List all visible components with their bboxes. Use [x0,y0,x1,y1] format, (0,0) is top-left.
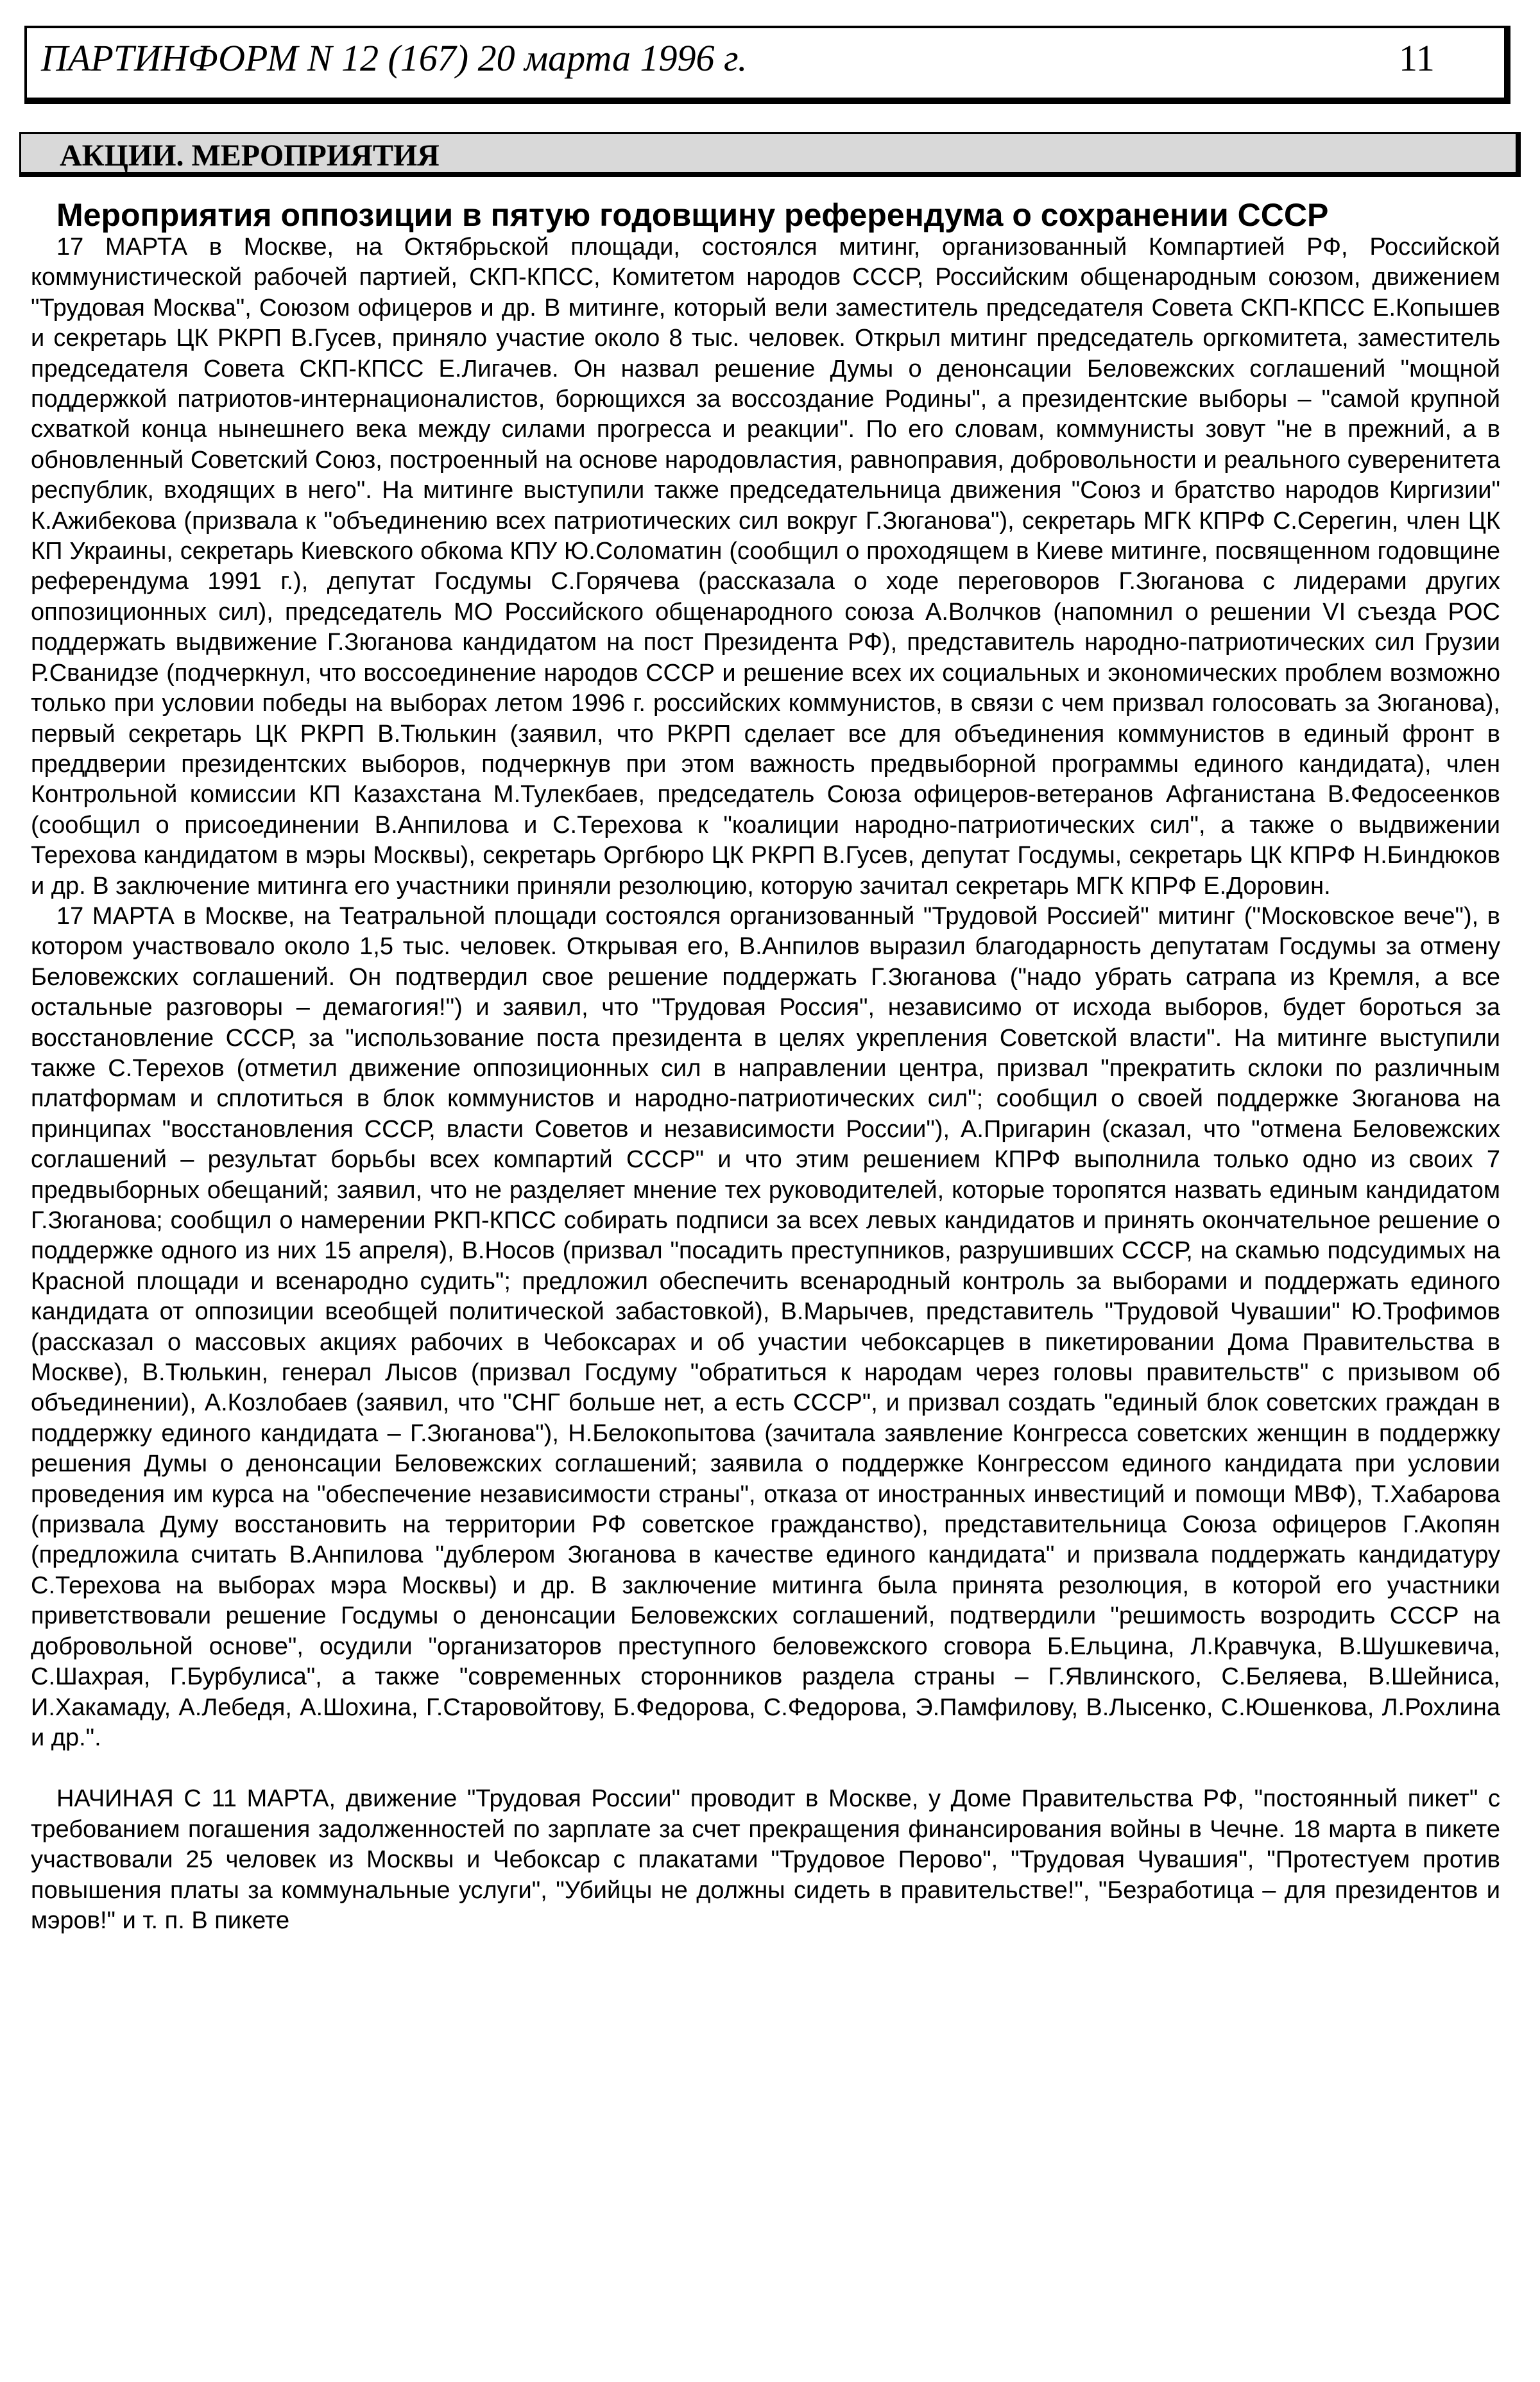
article-paragraph: НАЧИНАЯ С 11 МАРТА, движение "Трудовая России" проводит в Москве, у Доме Правительства РФ, "постоянный пикет" с требованием погашения задолженностей по зарплате за счет прекращения финансирования войны в Чечне. 18 марта в пикете участвовали 25 человек из Москвы и Чебоксар с плакатами "Трудовое Перово", "Трудовая Чувашия", "Протестуем против повышения платы за коммунальные услуги", "Убийцы не должны сидеть в правительстве!", "Безработица – для президентов и мэров!" и т. п. В пикете [31,1785,1500,1934]
section-banner [19,132,1521,177]
running-header [24,26,1510,104]
publication-title: ПАРТИНФОРМ N 12 (167) 20 марта 1996 г. [41,37,748,79]
page-number: 11 [1399,37,1435,79]
article-paragraph: 17 МАРТА в Москве, на Театральной площади состоялся организованный "Трудовой Россией" митинг ("Московское вече"), в котором участвовало около 1,5 тыс. человек. Открывая его, В.Анпилов выразил благодарность депутатам Госдумы за отмену Беловежских соглашений. Он подтвердил свое решение поддержать Г.Зюганова ("надо убрать сатрапа из Кремля, а все остальные разговоры – демагогия!") и заявил, что "Трудовая Россия", независимо от исхода выборов, будет бороться за восстановление СССР, за "использование поста президента в целях укрепления Советской власти". На митинге выступили также С.Терехов (отметил движение оппозиционных сил в направлении центра, призвал "прекратить склоки по различным платформам и сплотиться в блок коммунистов и народно-патриотических сил"; сообщил о своей поддержке Зюганова на принципах "восстановления СССР, власти Советов и независимости России"), А.Пригарин (сказал, что "отмена Беловежских соглашений – результат борьбы всех компартий СССР" и что этим решением КПРФ выполнила только одно из своих 7 предвыборных обещаний; заявил, что не разделяет мнение тех руководителей, которые торопятся назвать единым кандидатом Г.Зюганова; сообщил о намерении РКП-КПСС собирать подписи за всех левых кандидатов и принять окончательное решение о поддержке одного из них 15 апреля), В.Носов (призвал "посадить преступников, разрушивших СССР, на скамью подсудимых на Красной площади и всенародно судить"; предложил обеспечить всенародный контроль за выборами и поддержать единого кандидата от оппозиции всеобщей политической забастовкой), В.Марычев, представитель "Трудовой Чувашии" Ю.Трофимов (рассказал о массовых акциях рабочих в Чебоксарах и об участии чебоксарцев в пикетировании Дома Правительства в Москве), В.Тюлькин, генерал Лысов (призвал Госдуму "обратиться к народам через головы правительств" с призывом об объединении), А.Козлобаев (заявил, что "СНГ больше нет, а есть СССР", и призвал создать "единый блок советских граждан в поддержку единого кандидата – Г.Зюганова"), Н.Белокопытова (зачитала заявление Конгресса советских женщин в поддержку решения Думы о денонсации Беловежских соглашений; заявила о поддержке Конгрессом единого кандидата при условии проведения им курса на "обеспечение независимости страны", отказа от иностранных инвестиций и помощи МВФ), Т.Хабарова (призвала Думу восстановить на территории РФ советское гражданство), представительница Союза офицеров Г.Акопян (предложила считать В.Анпилова "дублером Зюганова в качестве единого кандидата" и призвала поддержать кандидатуру С.Терехова на выборах мэра Москвы) и др. В заключение митинга была принята резолюция, в которой его участники приветствовали решение Госдумы о денонсации Беловежских соглашений, подтвердили "решимость возродить СССР на добровольной основе", осудили "организаторов преступного беловежского сговора Б.Ельцина, Л.Кравчука, В.Шушкевича, С.Шахрая, Г.Бурбулиса", а также "современных сторонников раздела страны – Г.Явлинского, С.Беляева, В.Шейниса, И.Хакамаду, А.Лебедя, А.Шохина, Г.Старовойтову, Б.Федорова, С.Федорова, Э.Памфилову, В.Лысенко, С.Юшенкова, Л.Рохлина и др.". [31,902,1500,1751]
article [31,198,1500,1936]
section-title: АКЦИИ. МЕРОПРИЯТИЯ [60,139,440,173]
article-title: Мероприятия оппозиции в пятую годовщину референдума о сохранении СССР [56,197,1329,233]
paragraph-gap [31,1753,1500,1784]
article-paragraph: 17 МАРТА в Москве, на Октябрьской площади, состоялся митинг, организованный Компартией РФ, Российской коммунистической рабочей партией, СКП-КПСС, Комитетом народов СССР, Российским общенародным союзом, движением "Трудовая Москва", Союзом офицеров и др. В митинге, который вели заместитель председателя Совета СКП-КПСС Е.Копышев и секретарь ЦК РКРП В.Гусев, приняло участие около 8 тыс. человек. Открыл митинг председатель оргкомитета, заместитель председателя Совета СКП-КПСС Е.Лигачев. Он назвал решение Думы о денонсации Беловежских соглашений "мощной поддержкой патриотов-интернационалистов, борющихся за воссоздание Родины", а президентские выборы – "самой крупной схваткой конца нынешнего века между силами прогресса и реакции". По его словам, коммунисты зовут "не в прежний, а в обновленный Советский Союз, построенный на основе народовластия, равноправия, добровольности и реального суверенитета республик, входящих в него". На митинге выступили также председательница движения "Союз и братство народов Киргизии" К.Ажибекова (призвала к "объединению всех патриотических сил вокруг Г.Зюганова"), секретарь МГК КПРФ С.Серегин, член ЦК КП Украины, секретарь Киевского обкома КПУ Ю.Соломатин (сообщил о проходящем в Киеве митинге, посвященном годовщине референдума 1991 г.), депутат Госдумы С.Горячева (рассказала о ходе переговоров Г.Зюганова с лидерами других оппозиционных сил), председатель МО Российского общенародного союза А.Волчков (напомнил о решении VI съезда РОС поддержать выдвижение Г.Зюганова кандидатом на пост Президента РФ), представитель народно-патриотических сил Грузии Р.Сванидзе (подчеркнул, что воссоединение народов СССР и решение всех их социальных и экономических проблем возможно только при условии победы на выборах летом 1996 г. российских коммунистов, в связи с чем призвал голосовать за Зюганова), первый секретарь ЦК РКРП В.Тюлькин (заявил, что РКРП сделает все для объединения коммунистов в единый фронт в преддверии президентских выборов, подчеркнув при этом важность предвыборной программы единого кандидата), член Контрольной комиссии КП Казахстана М.Тулекбаев, председатель Союза офицеров-ветеранов Афганистана В.Федосеенков (сообщил о присоединении В.Анпилова и С.Терехова к "коалиции народно-патриотических сил", а также о выдвижении Терехова кандидатом в мэры Москвы), секретарь Оргбюро ЦК РКРП В.Гусев, депутат Госдумы, секретарь ЦК КПРФ Н.Биндюков и др. В заключение митинга его участники приняли резолюцию, которую зачитал секретарь МГК КПРФ Е.Доровин. [31,234,1500,900]
